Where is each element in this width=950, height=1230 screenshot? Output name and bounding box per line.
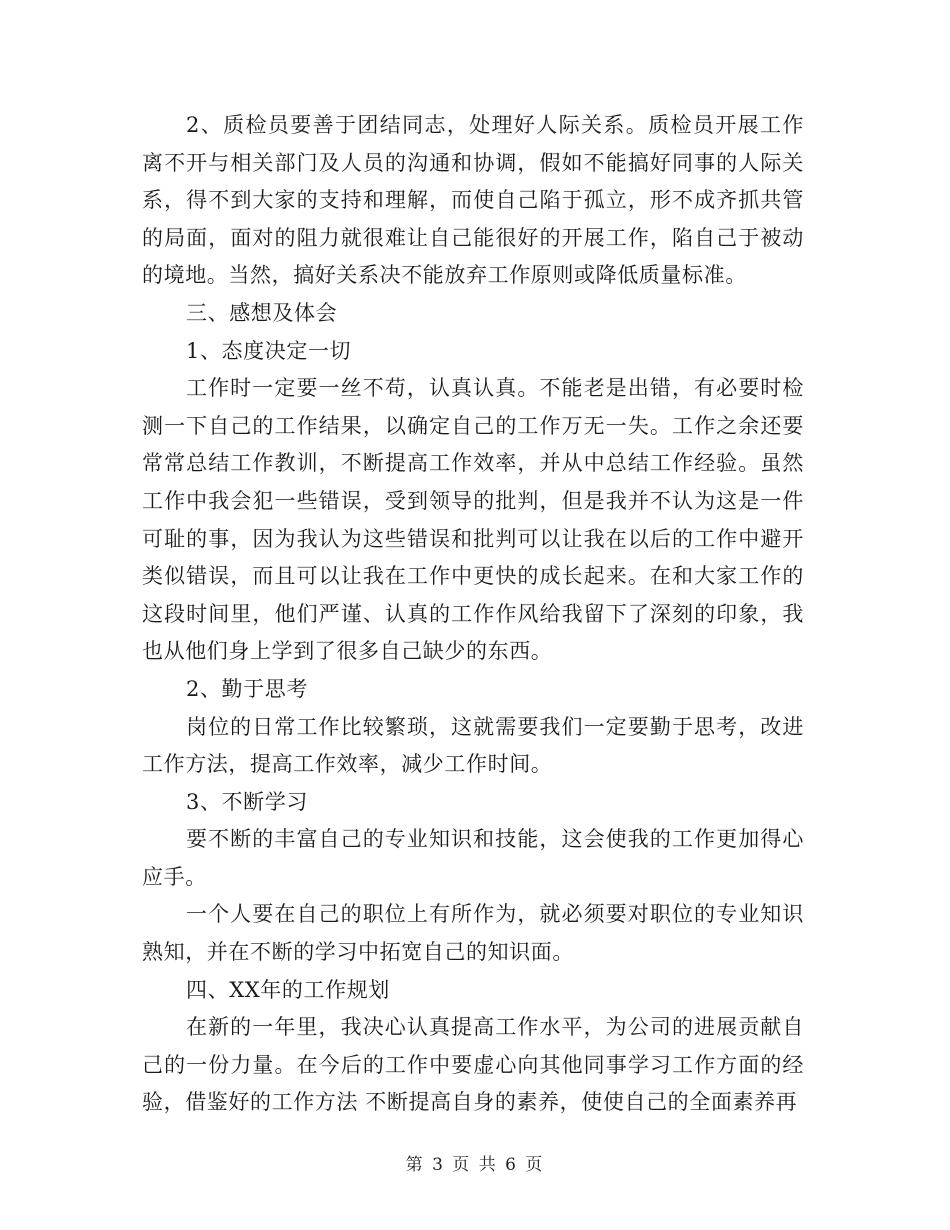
page-number-footer: 第 3 页 共 6 页 bbox=[405, 1155, 545, 1175]
section-heading-plan: 四、XX年的工作规划 bbox=[186, 977, 390, 1002]
paragraph-attitude: 工作时一定要一丝不苟，认真认真。不能老是出错，有必要时检测一下自己的工作结果，以确定自己的工作万无一失。工作之余还要常常总结工作教训，不断提高工作效率，并从中总结工作经验。虽然工作中我会犯一些错误，受到领导的批判，但是我并不认为这是一件可耻的事，因为我认为这些错误和批判可以让我在以后的工作中避开类似错误，而且可以让我在工作中更快的成长起来。在和大家工作的这段时间里，他们严谨、认真的工作作风给我留下了深刻的印象，我也从他们身上学到了很多自己缺少的东西。 bbox=[142, 376, 804, 664]
paragraph-learning-skills: 要不断的丰富自己的专业知识和技能，这会使我的工作更加得心应手。 bbox=[142, 827, 804, 889]
paragraph-plan: 在新的一年里，我决心认真提高工作水平，为公司的进展贡献自己的一份力量。在今后的工作中要虚心向其他同事学习工作方面的经验，借鉴好的工作方法 不断提高自身的素养，使使自己的全面素养再 bbox=[142, 1015, 804, 1115]
subheading-attitude: 1、态度决定一切 bbox=[186, 338, 352, 363]
paragraph-thinking: 岗位的日常工作比较繁琐，这就需要我们一定要勤于思考，改进工作方法，提高工作效率，减少工作时间。 bbox=[142, 714, 804, 777]
subheading-learning: 3、不断学习 bbox=[186, 789, 308, 814]
section-heading-reflections: 三、感想及体会 bbox=[186, 300, 338, 325]
paragraph-learning-knowledge: 一个人要在自己的职位上有所作为，就必须要对职位的专业知识熟知，并在不断的学习中拓宽自己的知识面。 bbox=[142, 902, 804, 965]
subheading-thinking: 2、勤于思考 bbox=[186, 676, 308, 701]
paragraph-interpersonal: 2、质检员要善于团结同志，处理好人际关系。质检员开展工作离不开与相关部门及人员的沟通和协调，假如不能搞好同事的人际关系，得不到大家的支持和理解，而使自己陷于孤立，形不成齐抓共管的局面，面对的阻力就很难让自己能很好的开展工作，陷自己于被动的境地。当然，搞好关系决不能放弃工作原则或降低质量标准。 bbox=[142, 113, 804, 288]
document-body bbox=[142, 107, 804, 1122]
